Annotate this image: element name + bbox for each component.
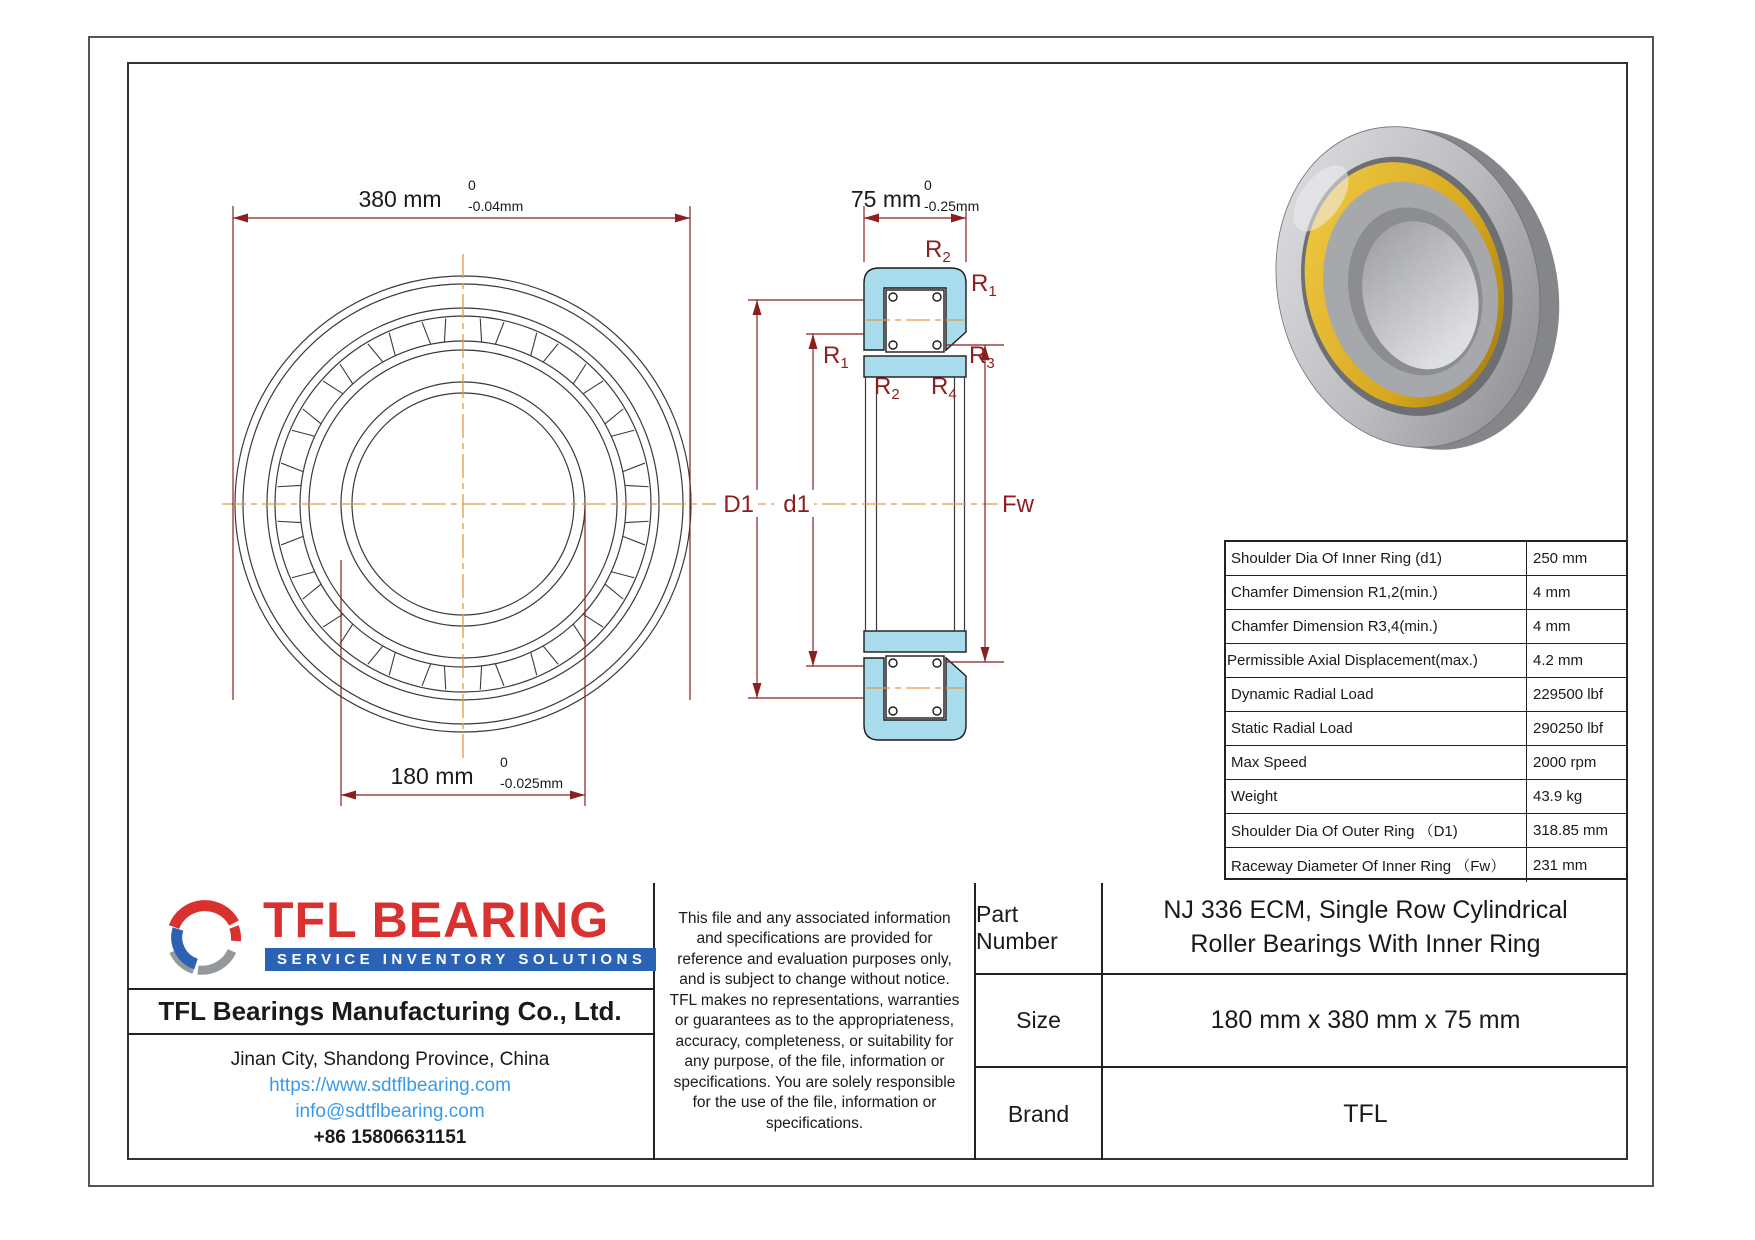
company-address: Jinan City, Shandong Province, China — [230, 1049, 550, 1070]
label-R2-top: $R_2$ — [925, 236, 951, 266]
table-row — [1226, 746, 1626, 780]
email-link[interactable]: info@sdtflbearing.com — [295, 1101, 485, 1122]
spec-label: Static Radial Load — [1226, 712, 1527, 745]
dim-380-value: 380 mm — [358, 186, 442, 212]
title-block — [127, 883, 1628, 1160]
dim-75-tol-bottom: -0.25mm — [924, 198, 980, 214]
field-label-size: Size — [976, 975, 1103, 1068]
label-Fw: Fw — [1002, 491, 1034, 518]
table-row — [1226, 678, 1626, 712]
disclaimer-cell — [655, 883, 976, 1160]
spec-value: 229500 lbf — [1533, 686, 1604, 703]
brand-tagline: SERVICE INVENTORY SOLUTIONS — [265, 948, 656, 971]
spec-label: Max Speed — [1226, 746, 1527, 779]
spec-value: 4.2 mm — [1533, 652, 1584, 669]
roller-pin — [933, 293, 941, 301]
dim-180-tol-bottom: -0.025mm — [500, 775, 564, 791]
field-value-brand: TFL — [1343, 1099, 1388, 1128]
roller-pin — [933, 341, 941, 349]
label-R1-left: $R_1$ — [823, 342, 849, 372]
field-label-part-number: Part Number — [976, 883, 1103, 975]
label-R3-right: $R_3$ — [969, 342, 995, 372]
table-row — [1226, 712, 1626, 746]
dim-75-value: 75 mm — [850, 186, 922, 212]
spec-value: 43.9 kg — [1533, 788, 1583, 805]
spec-label: Raceway Diameter Of Inner Ring （Fw） — [1226, 848, 1527, 882]
table-row — [1226, 542, 1626, 576]
company-name: TFL Bearings Manufacturing Co., Ltd. — [127, 990, 655, 1035]
table-row — [1226, 610, 1626, 644]
spec-value: 290250 lbf — [1533, 720, 1604, 737]
spec-label: Dynamic Radial Load — [1226, 678, 1527, 711]
phone-number: +86 15806631151 — [313, 1127, 467, 1148]
spec-value: 318.85 mm — [1533, 822, 1609, 839]
website-link[interactable]: https://www.sdtflbearing.com — [269, 1075, 511, 1096]
section-top-half — [864, 268, 966, 377]
company-logo — [155, 891, 647, 983]
spec-label: Permissible Axial Displacement(max.) — [1226, 644, 1527, 677]
field-value-size: 180 mm x 380 mm x 75 mm — [1103, 975, 1628, 1068]
label-R1-top-right: $R_1$ — [971, 270, 997, 300]
dim-75-tol-top: 0 — [924, 177, 932, 193]
dim-380-tol-bottom: -0.04mm — [468, 198, 524, 214]
spec-label: Shoulder Dia Of Outer Ring （D1) — [1226, 814, 1527, 847]
spec-value: 2000 rpm — [1533, 754, 1597, 771]
label-D1: D1 — [723, 491, 754, 518]
table-row — [1226, 644, 1626, 678]
tfl-swirl-icon — [160, 893, 250, 983]
spec-label: Chamfer Dimension R3,4(min.) — [1226, 610, 1527, 643]
spec-value: 4 mm — [1533, 618, 1571, 635]
address-block — [127, 1035, 655, 1160]
label-R2-bottom: $R_2$ — [874, 373, 900, 403]
table-row — [1226, 814, 1626, 848]
spec-label: Shoulder Dia Of Inner Ring (d1) — [1226, 542, 1527, 575]
logo-cell — [127, 883, 655, 990]
brand-name: TFL BEARING — [263, 892, 610, 948]
spec-value: 231 mm — [1533, 856, 1588, 874]
table-row — [1226, 576, 1626, 610]
dim-380-tol-top: 0 — [468, 177, 476, 193]
dim-180-tol-top: 0 — [500, 754, 508, 770]
spec-value: 250 mm — [1533, 550, 1588, 567]
spec-label: Weight — [1226, 780, 1527, 813]
label-d1: d1 — [783, 491, 810, 518]
spec-value: 4 mm — [1533, 584, 1571, 601]
dim-180-value: 180 mm — [390, 763, 474, 789]
section-bottom-half — [864, 631, 966, 740]
table-row — [1226, 780, 1626, 814]
table-row — [1226, 848, 1626, 882]
disclaimer-text: This file and any associated information and specifications are provided for reference and evaluation purposes only, and is subject to change without notice. TFL makes no representations, warranties or guarantees as to the appropriateness, accuracy, completeness, or suitability for any purpose, of the file, information or specifications. You are solely responsible for the use of the file, information or specifications. — [669, 910, 960, 1132]
spec-label: Chamfer Dimension R1,2(min.) — [1226, 576, 1527, 609]
roller-pin — [889, 341, 897, 349]
bearing-3d-render — [1243, 94, 1593, 482]
field-label-brand: Brand — [976, 1068, 1103, 1160]
roller-pin — [889, 293, 897, 301]
field-value-part-number: NJ 336 ECM, Single Row Cylindrical Roller Bearings With Inner Ring — [1103, 883, 1628, 975]
spec-table — [1224, 540, 1628, 880]
label-R4-bottom: $R_4$ — [931, 373, 957, 403]
